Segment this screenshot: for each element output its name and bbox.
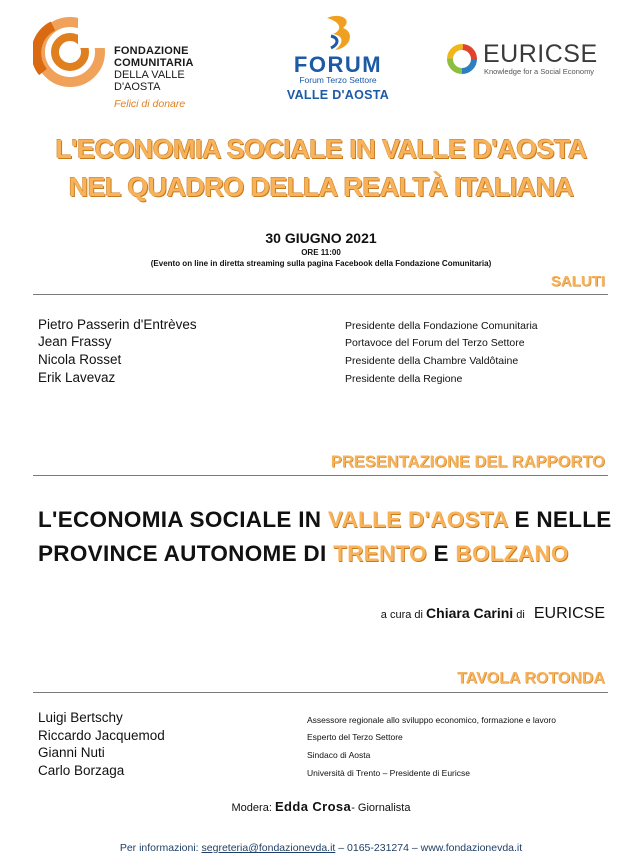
speaker-name: Nicola Rosset (38, 352, 122, 367)
fondazione-name-line2: COMUNITARIA (114, 57, 194, 69)
panelist-role: Esperto del Terzo Settore (307, 732, 403, 742)
email-link[interactable]: segreteria@fondazionevda.it (201, 842, 336, 854)
euricse-word: EURICSE (483, 40, 598, 68)
moderator-name: Edda Crosa (274, 799, 352, 814)
event-date: 30 GIUGNO 2021 (265, 230, 377, 246)
speaker-name: Erik Lavevaz (38, 370, 116, 385)
speaker-name: Pietro Passerin d'Entrèves (38, 317, 197, 332)
report-curator (381, 605, 605, 623)
forum-region: VALLE D'AOSTA (286, 88, 390, 102)
fondazione-name-line1: FONDAZIONE (114, 45, 189, 57)
forum-word: FORUM (293, 52, 383, 77)
event-title-line2: NEL QUADRO DELLA REALTÀ ITALIANA (68, 172, 574, 202)
report-title-highlight: VALLE D'AOSTA (327, 507, 508, 532)
report-title-part: E (426, 541, 456, 566)
contact-footer (0, 842, 642, 854)
forum-swirl-icon (319, 12, 357, 54)
euricse-logo (445, 40, 615, 85)
speaker-name: Jean Frassy (38, 334, 112, 349)
report-title (38, 503, 613, 571)
section-heading-tavola: TAVOLA ROTONDA (457, 670, 605, 687)
moderator-suffix: - Giornalista (351, 802, 411, 814)
panelist-role: Assessore regionale allo sviluppo economico, formazione e lavoro (307, 715, 556, 725)
speaker-role: Presidente della Fondazione Comunitaria (345, 320, 538, 332)
fondazione-name-line3: DELLA VALLE (114, 69, 185, 81)
moderator-line (0, 799, 642, 814)
speaker-role: Presidente della Regione (345, 373, 463, 385)
report-title-highlight: BOLZANO (455, 541, 569, 566)
event-title-line1: L'ECONOMIA SOCIALE IN VALLE D'AOSTA (55, 134, 587, 164)
panelist-name: Riccardo Jacquemod (38, 728, 165, 743)
footer-separator: – (338, 842, 345, 854)
section-heading-presentazione: PRESENTAZIONE DEL RAPPORTO (330, 453, 605, 471)
website-link[interactable]: www.fondazionevda.it (420, 842, 523, 854)
footer-separator: – (411, 842, 418, 854)
speaker-role: Presidente della Chambre Valdôtaine (345, 355, 519, 367)
euricse-ring-icon (445, 42, 479, 76)
divider (33, 294, 608, 295)
forum-logo (283, 12, 393, 107)
footer-prefix: Per informazioni: (119, 842, 199, 854)
euricse-tagline: Knowledge for a Social Economy (484, 67, 595, 76)
curator-org: EURICSE (533, 605, 605, 622)
speaker-role: Portavoce del Forum del Terzo Settore (345, 337, 525, 349)
curator-name: Chiara Carini (426, 605, 514, 621)
fondazione-tagline: Felici di donare (114, 98, 186, 110)
panelist-role: Università di Trento – Presidente di Euricse (307, 768, 470, 778)
event-title (0, 130, 642, 206)
section-heading-saluti: SALUTI (550, 273, 605, 290)
curated-prefix: a cura di (380, 609, 423, 621)
fondazione-ring-icon (33, 12, 108, 92)
panelist-name: Luigi Bertschy (38, 710, 123, 725)
panelist-role: Sindaco di Aosta (307, 750, 371, 760)
fondazione-name-line4: D'AOSTA (114, 81, 161, 93)
moderator-prefix: Modera: (231, 802, 272, 814)
fondazione-logo (33, 12, 203, 112)
report-title-highlight: TRENTO (333, 541, 427, 566)
divider (33, 475, 608, 476)
forum-subtitle: Forum Terzo Settore (299, 75, 377, 85)
panelist-name: Carlo Borzaga (38, 763, 125, 778)
curated-mid: di (516, 609, 525, 621)
phone-number: 0165-231274 (347, 842, 409, 854)
divider (33, 692, 608, 693)
report-title-part: L'ECONOMIA SOCIALE IN (38, 507, 328, 532)
report-title-part: E NELLE PROVINCE AUTONOME DI (38, 507, 612, 566)
panelist-name: Gianni Nuti (38, 745, 105, 760)
event-note: (Evento on line in diretta streaming sulla pagina Facebook della Fondazione Comunitaria) (150, 259, 492, 268)
event-time: ORE 11:00 (301, 248, 341, 257)
